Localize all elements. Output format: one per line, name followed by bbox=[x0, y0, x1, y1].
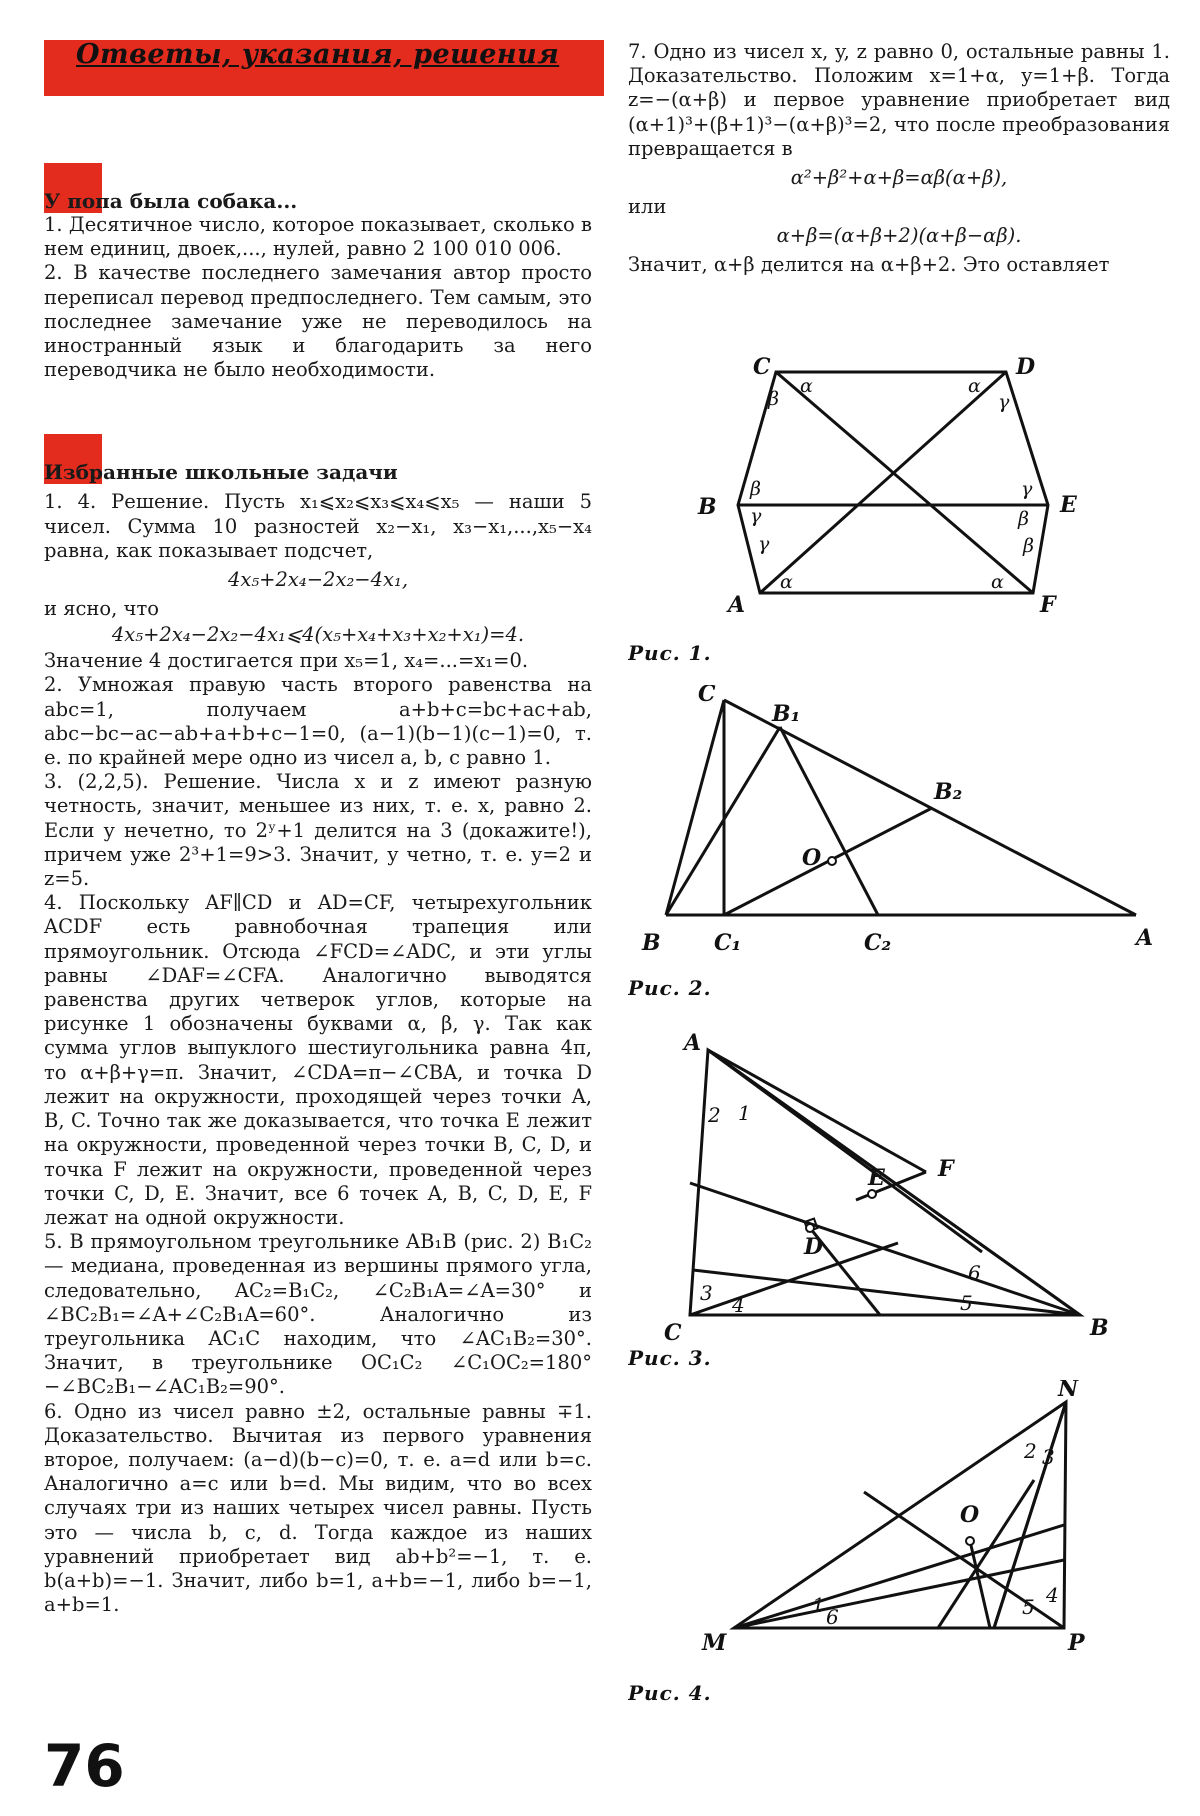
fig2-caption: Рис. 2. bbox=[628, 976, 712, 1000]
paragraph: 5. В прямоугольном треугольнике AB₁B (рис. 2) B₁C₂ — медиана, проведенная из вершины прямого угла, следовательно, AC₂=B₁C₂, ∠C₂B₁A=∠A=30° и ∠BC₂B₁=∠A+∠C₂B₁A=60°. Аналогично из треугольника AC₁C находим, что ∠AC₁B₂=30°. Значит, в треугольнике OC₁C₂ ∠C₁OC₂=180°−∠BC₂B₁−∠AC₁B₂=90°. bbox=[44, 1230, 592, 1399]
fig4-label: N bbox=[1058, 1380, 1079, 1402]
paragraph: Значение 4 достигается при x₅=1, x₄=...=x₁=0. bbox=[44, 649, 529, 673]
figure-4 bbox=[628, 1380, 1170, 1710]
paragraph: 7. Одно из чисел x, y, z равно 0, остальные равны 1. Доказательство. Положим x=1+α, y=1+β. Тогда z=−(α+β) и первое уравнение приобретает вид (α+1)³+(β+1)³−(α+β)³=2, что после преобразования превращается в bbox=[628, 40, 1170, 160]
fig3-label: C bbox=[664, 1320, 682, 1346]
fig4-label: M bbox=[702, 1630, 727, 1656]
paragraph: и ясно, что bbox=[44, 597, 159, 621]
banner-title: Ответы, указания, решения bbox=[76, 39, 560, 70]
fig3-label: D bbox=[804, 1234, 824, 1260]
fig1-beta: β bbox=[1018, 508, 1029, 530]
paragraph: 4. Поскольку AF∥CD и AD=CF, четырехугольник ACDF есть равнобочная трапеция или прямоугольник. Отсюда ∠FCD=∠ADC, и эти углы равны ∠DAF=∠CFA. Аналогично выводятся равенства других четверок углов, которые на рисунке 1 обозначены буквами α, β, γ. Так как сумма углов выпуклого шестиугольника равна 4π, то α+β+γ=π. Значит, ∠CDA=π−∠CBA, и точка D лежит на окружности, проходящей через точки A, B, C. Точно так же доказывается, что точка E лежит на окружности, проведенной через точки B, C, D, и точка F лежит на окружности, проведенной через точки C, D, E. Значит, все 6 точек A, B, C, D, E, F лежат на одной окружности. bbox=[44, 891, 592, 1229]
section-heading bbox=[44, 175, 592, 213]
section-title: Избранные школьные задачи bbox=[44, 460, 398, 485]
paragraph: или bbox=[628, 195, 667, 219]
fig4-caption: Рис. 4. bbox=[628, 1681, 712, 1705]
fig3-label: A bbox=[684, 1030, 702, 1056]
fig2-label: B bbox=[642, 930, 661, 956]
fig4-label: O bbox=[960, 1502, 980, 1528]
fig1-label: D bbox=[1016, 354, 1036, 380]
fig3-caption: Рис. 3. bbox=[628, 1346, 712, 1370]
fig1-gamma: γ bbox=[758, 533, 770, 555]
fig1-alpha: α bbox=[800, 375, 813, 397]
fig1-beta: β bbox=[750, 478, 761, 500]
formula: α+β=(α+β+2)(α+β−αβ). bbox=[776, 224, 1022, 248]
fig1-alpha: α bbox=[991, 571, 1004, 593]
fig1-gamma: γ bbox=[998, 391, 1010, 413]
paragraph: Значит, α+β делится на α+β+2. Это оставляет bbox=[628, 253, 1110, 277]
fig1-caption: Рис. 1. bbox=[628, 641, 712, 665]
figure-2 bbox=[628, 685, 1170, 1000]
section-title: У попа была собака... bbox=[44, 189, 298, 213]
fig1-label: E bbox=[1060, 492, 1077, 518]
section-heading bbox=[44, 446, 592, 484]
paragraph: 6. Одно из чисел равно ±2, остальные равны ∓1. Доказательство. Вычитая из первого уравнения второе, получаем: (a−d)(b−c)=0, т. е. a=d или b=c. Аналогично a=c или b=d. Мы видим, что во всех случаях три из наших четырех чисел равны. Пусть это — числа b, c, d. Тогда каждое из наших уравнений приобретает вид ab+b²=−1, т. е. b(a+b)=−1. Значит, либо b=1, a+b=−1, либо b=−1, a+b=1. bbox=[44, 1399, 592, 1617]
paragraph: 2. В качестве последнего замечания автор просто переписал перевод предпоследнего. Тем самым, это последнее замечание уже не переводилось на иностранный язык и благодарить за него переводчика не было необходимости. bbox=[44, 261, 592, 382]
fig3-angle: 1 bbox=[738, 1101, 751, 1125]
fig1-alpha: α bbox=[968, 375, 981, 397]
fig2-label: B₁ bbox=[772, 701, 801, 727]
fig1-label: C bbox=[753, 354, 771, 380]
fig3-label: E bbox=[868, 1165, 885, 1191]
fig1-label: A bbox=[728, 592, 746, 618]
fig1-label: F bbox=[1040, 592, 1056, 618]
fig4-angle: 3 bbox=[1042, 1445, 1055, 1469]
fig3-label: F bbox=[938, 1156, 954, 1182]
fig4-angle: 2 bbox=[1024, 1439, 1037, 1463]
fig2-label: C₁ bbox=[714, 930, 742, 956]
fig4-angle: 1 bbox=[812, 1593, 825, 1617]
fig3-angle: 3 bbox=[700, 1281, 713, 1305]
left-column bbox=[44, 40, 592, 1617]
fig1-gamma: γ bbox=[750, 505, 762, 527]
section-banner bbox=[44, 40, 604, 145]
fig1-alpha: α bbox=[780, 571, 793, 593]
fig2-label: C bbox=[698, 685, 716, 707]
paragraph: 1. Десятичное число, которое показывает, сколько в нем единиц, двоек,..., нулей, равно 2 100 010 006. bbox=[44, 213, 592, 261]
fig2-label: A bbox=[1136, 925, 1154, 951]
fig1-beta: β bbox=[768, 388, 779, 410]
fig3-angle: 6 bbox=[968, 1261, 981, 1285]
formula: α²+β²+α+β=αβ(α+β), bbox=[790, 166, 1008, 190]
paragraph: 3. (2,2,5). Решение. Числа x и z имеют разную четность, значит, меньшее из них, т. е. x, равно 2. Если y нечетно, то 2ʸ+1 делится на 3 (докажите!), причем уже 2³+1=9>3. Значит, y четно, т. е. y=2 и z=5. bbox=[44, 770, 592, 891]
fig3-angle: 4 bbox=[732, 1293, 745, 1317]
fig2-label: C₂ bbox=[864, 930, 892, 956]
formula: 4x₅+2x₄−2x₂−4x₁⩽4(x₅+x₄+x₃+x₂+x₁)=4. bbox=[111, 623, 525, 647]
fig2-label: B₂ bbox=[934, 779, 963, 805]
right-column bbox=[628, 40, 1170, 277]
fig4-angle: 6 bbox=[826, 1605, 839, 1629]
page-number: 76 bbox=[44, 1732, 125, 1800]
fig4-angle: 5 bbox=[1022, 1595, 1035, 1619]
formula: 4x₅+2x₄−2x₂−4x₁, bbox=[227, 568, 409, 592]
fig2-label: O bbox=[802, 845, 822, 871]
fig4-label: P bbox=[1068, 1630, 1085, 1656]
fig4-angle: 4 bbox=[1046, 1583, 1059, 1607]
fig1-label: B bbox=[698, 494, 717, 520]
figure-3 bbox=[628, 1030, 1170, 1375]
fig3-angle: 2 bbox=[708, 1103, 721, 1127]
fig3-label: B bbox=[1090, 1315, 1109, 1341]
paragraph: 1. 4. Решение. Пусть x₁⩽x₂⩽x₃⩽x₄⩽x₅ — наши 5 чисел. Сумма 10 разностей x₂−x₁, x₃−x₁,...,x₅−x₄ равна, как показывает подсчет, bbox=[44, 490, 592, 562]
figure-1 bbox=[628, 350, 1170, 670]
fig3-angle: 5 bbox=[960, 1291, 973, 1315]
fig1-gamma: γ bbox=[1021, 478, 1033, 500]
paragraph: 2. Умножая правую часть второго равенства на abc=1, получаем a+b+c=bc+ac+ab, abc−bc−ac−ab+a+b+c−1=0, (a−1)(b−1)(c−1)=0, т. е. по крайней мере одно из чисел a, b, c равно 1. bbox=[44, 673, 592, 770]
fig1-beta: β bbox=[1023, 535, 1034, 557]
